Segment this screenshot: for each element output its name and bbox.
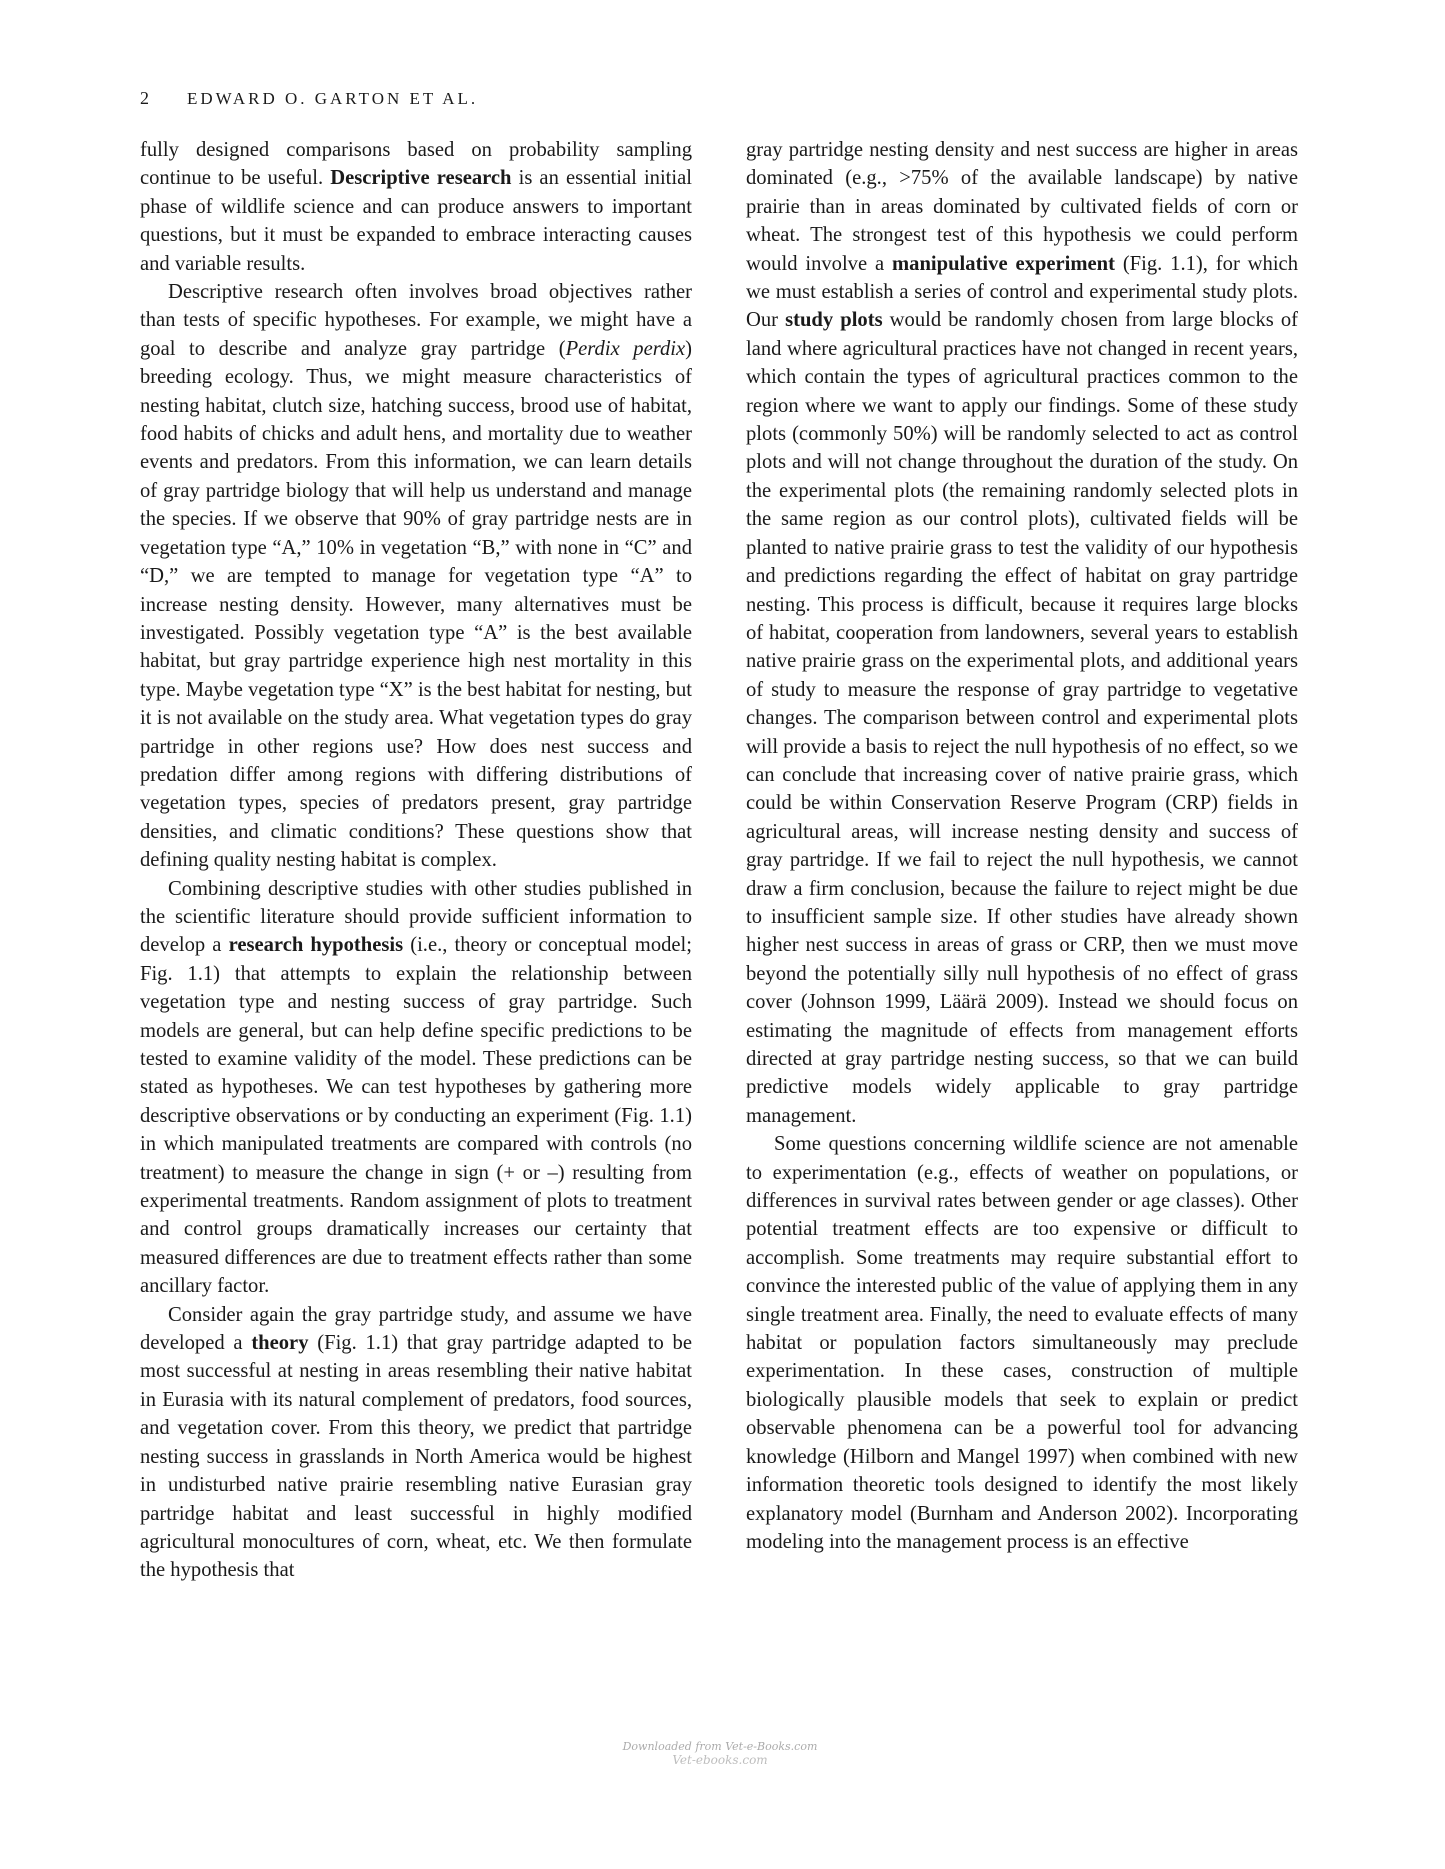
page-number: 2 xyxy=(140,88,149,108)
watermark-logo xyxy=(600,1734,840,1774)
left-column xyxy=(140,136,692,1585)
paragraph: fully designed comparisons based on probability sampling continue to be useful. Descriptive research is an essential initial phase of wildlife science and can produce answers to important questions, but it must be expanded to embrace interacting causes and variable results. xyxy=(140,139,692,275)
key-term: manipulative experiment xyxy=(892,252,1115,275)
species-name: Perdix perdix xyxy=(565,337,686,360)
watermark xyxy=(600,1734,840,1774)
key-term: Descriptive research xyxy=(330,167,512,190)
key-term: study plots xyxy=(785,309,883,332)
paragraph: Consider again the gray partridge study, and assume we have developed a theory (Fig. 1.1) that gray partridge adapted to be most successful at nesting in areas resembling their native habitat in Eurasia with its natural complement of predators, food sources, and vegetation cover. From this theory, we predict that partridge nesting success in grasslands in North America would be highest in undisturbed native prairie resembling native Eurasian gray partridge habitat and least successful in highly modified agricultural monocultures of corn, wheat, etc. We then formulate the hypothesis that xyxy=(140,1303,692,1582)
paragraph: Descriptive research often involves broad objectives rather than tests of specific hypotheses. For example, we might have a goal to describe and analyze gray partridge (Perdix perdix) breeding ecology. Thus, we might measure characteristics of nesting habitat, clutch size, hatching success, brood use of habitat, food habits of chicks and adult hens, and mortality due to weather events and predators. From this information, we can learn details of gray partridge biology that will help us understand and manage the species. If we observe that 90% of gray partridge nests are in vegetation type “A,” 10% in vegetation “B,” with none in “C” and “D,” we are tempted to manage for vegetation type “A” to increase nesting density. However, many alternatives must be investigated. Possibly vegetation type “A” is the best available habitat, but gray partridge experience high nest mortality in this type. Maybe vegetation type “X” is the best habitat for nesting, but it is not available on the study area. What vegetation types do gray partridge in other regions use? How does nest success and predation differ among regions with differing distributions of vegetation types, species of predators present, gray partridge densities, and climatic conditions? These questions show that defining quality nesting habitat is complex. xyxy=(140,281,692,872)
svg-text:Downloaded from Vet-e-Books.co: Downloaded from Vet-e-Books.com xyxy=(622,1740,818,1753)
paragraph: Combining descriptive studies with other studies published in the scientific literature should provide sufficient information to develop a research hypothesis (i.e., theory or conceptual model; Fig. 1.1) that attempts to explain the relationship between vegetation type and nesting success of gray partridge. Such models are general, but can help define specific predictions to be tested to examine validity of the model. These predictions can be stated as hypotheses. We can test hypotheses by gathering more descriptive observations or by conducting an experiment (Fig. 1.1) in which manipulated treatments are compared with controls (no treatment) to measure the change in sign (+ or –) resulting from experimental treatments. Random assignment of plots to treatment and control groups dramatically increases our certainty that measured differences are due to treatment effects rather than some ancillary factor. xyxy=(140,877,692,1298)
key-term: theory xyxy=(251,1332,309,1355)
paragraph: Some questions concerning wildlife science are not amenable to experimentation (e.g., effects of weather on populations, or differences in survival rates between gender or age classes). Other potential treatment effects are too expensive or difficult to accomplish. Some treatments may require substantial effort to convince the interested public of the value of applying them in any single treatment area. Finally, the need to evaluate effects of many habitat or population factors simultaneously may preclude experimentation. In these cases, construction of multiple biologically plausible models that seek to explain or predict observable phenomena can be a powerful tool for advancing knowledge (Hilborn and Mangel 1997) when combined with new information theoretic tools designed to identify the most likely explanatory model (Burnham and Anderson 2002). Incorporating modeling into the management process is an effective xyxy=(746,1133,1298,1553)
key-term: research hypothesis xyxy=(228,934,404,957)
running-head xyxy=(140,88,478,109)
running-head-authors: EDWARD O. GARTON ET AL. xyxy=(187,89,479,108)
paragraph: gray partridge nesting density and nest success are higher in areas dominated (e.g., >75% of the available landscape) by native prairie than in areas dominated by cultivated fields of corn or wheat. The strongest test of this hypothesis we could perform would involve a manipulative experiment (Fig. 1.1), for which we must establish a series of control and experimental study plots. Our study plots would be randomly chosen from large blocks of land where agricultural practices have not changed in recent years, which contain the types of agricultural practices common to the region where we want to apply our findings. Some of these study plots (commonly 50%) will be randomly selected to act as control plots and will not change throughout the duration of the study. On the experimental plots (the remaining randomly selected plots in the same region as our control plots), cultivated fields will be planted to native prairie grass to test the validity of our hypothesis and predictions regarding the effect of habitat on gray partridge nesting. This process is difficult, because it requires large blocks of habitat, cooperation from landowners, several years to establish native prairie grass on the experimental plots, and additional years of study to measure the response of gray partridge to vegetative changes. The comparison between control and experimental plots will provide a basis to reject the null hypothesis of no effect, so we can conclude that increasing cover of native prairie grass, which could be within Conservation Reserve Program (CRP) fields in agricultural areas, will increase nesting density and success of gray partridge. If we fail to reject the null hypothesis, we cannot draw a firm conclusion, because the failure to reject might be due to insufficient sample size. If other studies have already shown higher nest success in areas of grass or CRP, then we must move beyond the potentially silly null hypothesis of no effect of grass cover (Johnson 1999, Läärä 2009). Instead we should focus on estimating the magnitude of effects from management efforts directed at gray partridge nesting success, so that we can build predictive models widely applicable to gray partridge management. xyxy=(746,139,1298,1127)
svg-text:Vet-ebooks.com: Vet-ebooks.com xyxy=(672,1753,768,1767)
right-column xyxy=(746,136,1298,1556)
